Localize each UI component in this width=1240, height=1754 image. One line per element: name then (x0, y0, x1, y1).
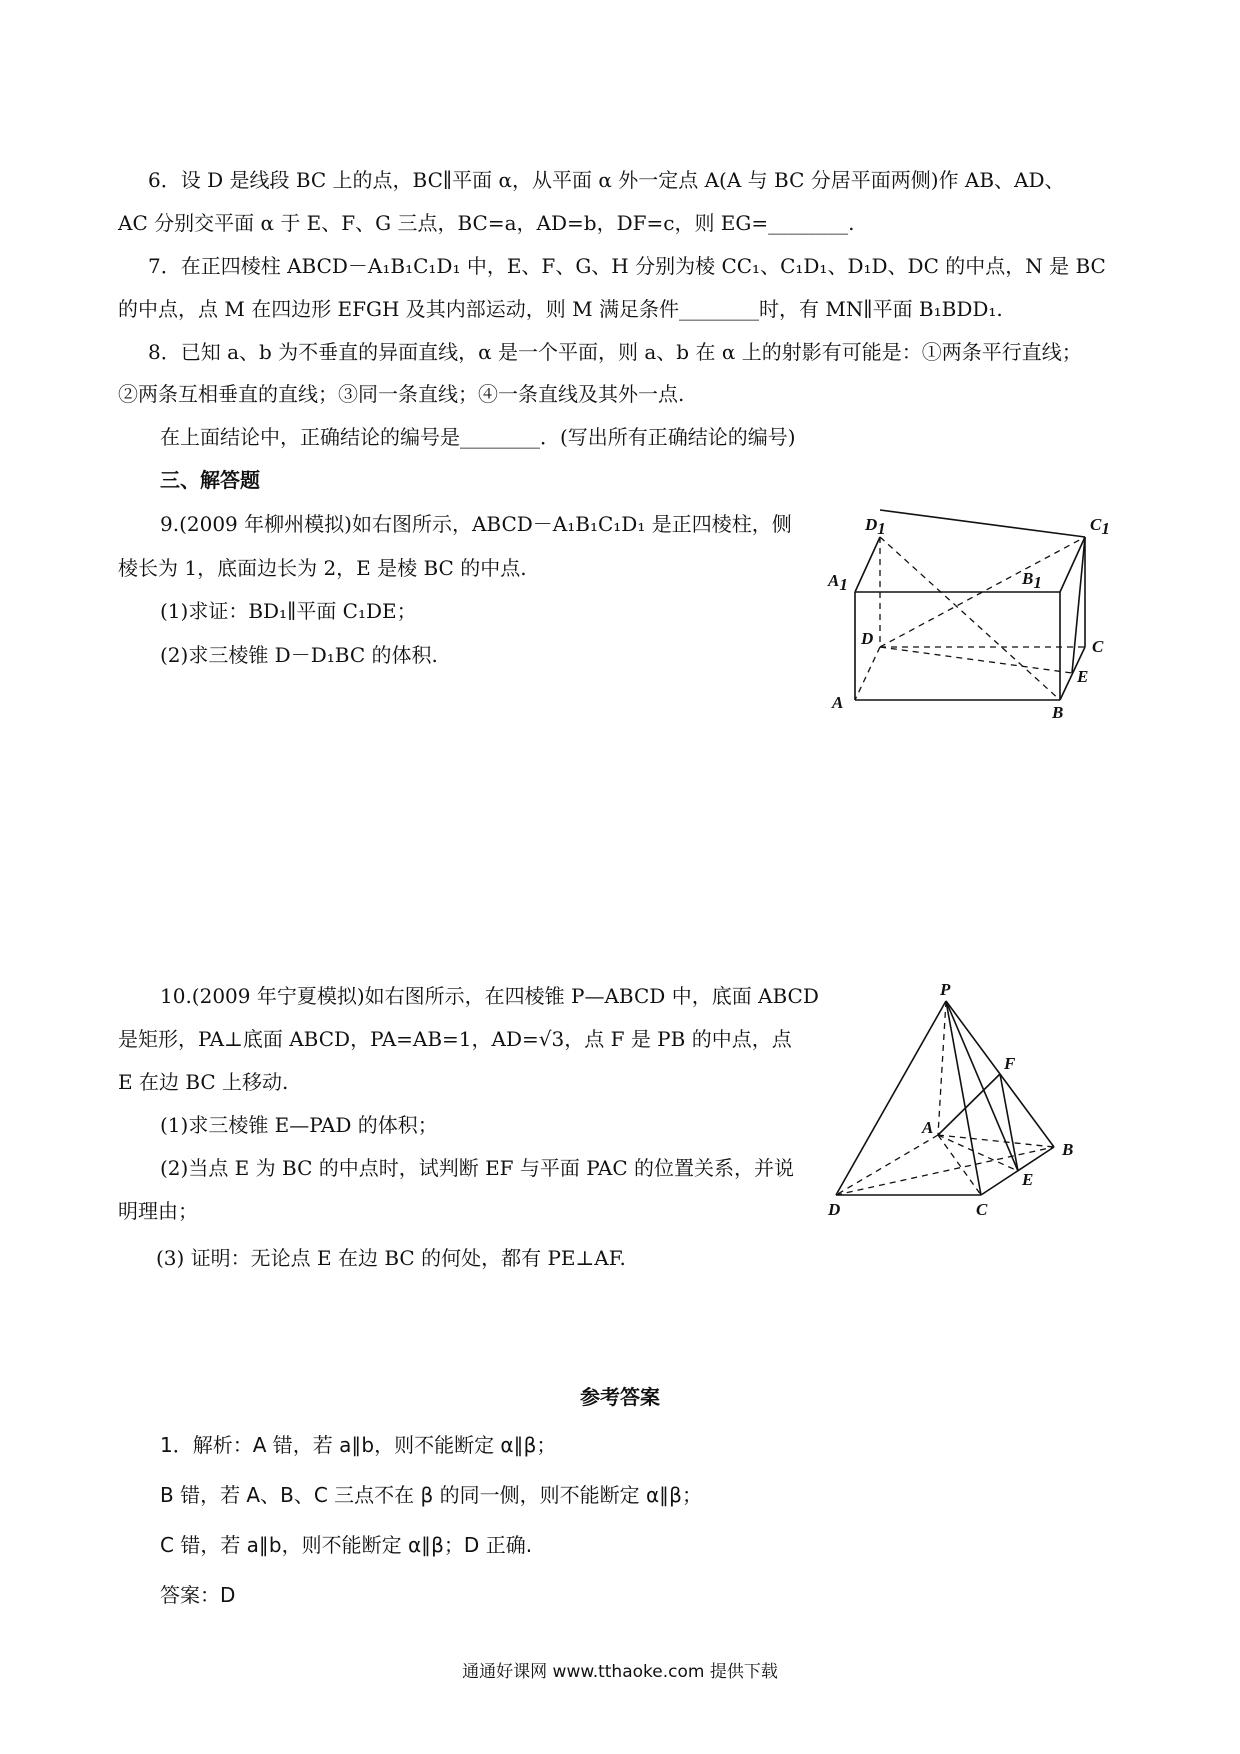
section-heading: 三、解答题 (160, 468, 260, 492)
label-D: D (828, 1200, 841, 1219)
label-E: E (1077, 667, 1089, 686)
problem-10-question-2-b: 明理由； (118, 1199, 198, 1223)
prism-figure (820, 510, 1120, 725)
prism-diagram (820, 510, 1120, 725)
problem-10-line-3: E 在边 BC 上移动. (118, 1070, 289, 1094)
problem-9-line-2: 棱长为 1，底面边长为 2，E 是棱 BC 的中点. (118, 556, 527, 580)
edge-ab-hidden (938, 1135, 1054, 1147)
problem-9-question-1: (1)求证：BD₁∥平面 C₁DE； (160, 599, 417, 623)
edge-pa-hidden (938, 1001, 946, 1135)
edge-da-hidden (855, 647, 880, 700)
problem-7-line-1: 7．在正四棱柱 ABCD－A₁B₁C₁D₁ 中，E、F、G、H 分别为棱 CC₁、C₁D₁、D₁D、DC 的中点，N 是 BC (148, 254, 1106, 278)
answer-line-1: 1．解析：A 错，若 a∥b，则不能断定 α∥β； (160, 1433, 557, 1457)
pyramid-figure (826, 980, 1126, 1225)
problem-9-question-2: (2)求三棱锥 D－D₁BC 的体积. (160, 643, 438, 667)
label-B1: B1 (1022, 569, 1042, 592)
edge-pd (836, 1001, 946, 1195)
label-A: A (922, 1118, 934, 1137)
answer-line-4: 答案：D (160, 1583, 236, 1607)
label-E: E (1022, 1170, 1034, 1189)
problem-6-line-2: AC 分别交平面 α 于 E、F、G 三点，BC=a，AD=b，DF=c，则 EG=________. (118, 211, 855, 235)
problem-10-question-1: (1)求三棱锥 E—PAD 的体积； (160, 1113, 438, 1137)
problem-10-line-2: 是矩形，PA⊥底面 ABCD，PA=AB=1，AD=√3，点 F 是 PB 的中点，点 (118, 1027, 792, 1051)
label-P: P (940, 980, 951, 999)
edge-ad-hidden (836, 1135, 938, 1195)
label-C: C (1092, 637, 1104, 656)
answer-line-3: C 错，若 a∥b，则不能断定 α∥β；D 正确. (160, 1533, 533, 1557)
page-footer: 通通好课网 www.tthaoke.com 提供下载 (462, 1662, 778, 1682)
edge-d1a1 (855, 537, 880, 592)
answer-line-2: B 错，若 A、B、C 三点不在 β 的同一侧，则不能断定 α∥β； (160, 1483, 702, 1507)
label-A: A (832, 693, 844, 712)
problem-6-line-1: 6．设 D 是线段 BC 上的点，BC∥平面 α，从平面 α 外一定点 A(A 与 BC 分居平面两侧)作 AB、AD、 (148, 168, 1065, 192)
diag-d1b-hidden (880, 537, 1060, 700)
label-D1: D1 (865, 515, 886, 538)
edge-pe (946, 1001, 1018, 1171)
problem-8-line-1: 8．已知 a、b 为不垂直的异面直线，α 是一个平面，则 a、b 在 α 上的射影有可能是：①两条平行直线； (148, 340, 1082, 364)
problem-10-question-3: (3) 证明：无论点 E 在边 BC 的何处，都有 PE⊥AF. (156, 1246, 626, 1270)
answers-title: 参考答案 (580, 1385, 660, 1409)
pyramid-diagram (826, 980, 1126, 1225)
problem-8-line-2: ②两条互相垂直的直线；③同一条直线；④一条直线及其外一点. (118, 382, 685, 406)
label-B: B (1052, 703, 1064, 722)
problem-9-line-1: 9.(2009 年柳州模拟)如右图所示，ABCD－A₁B₁C₁D₁ 是正四棱柱，侧 (160, 512, 792, 536)
problem-10-line-1: 10.(2009 年宁夏模拟)如右图所示，在四棱锥 P—ABCD 中，底面 ABCD (160, 984, 819, 1008)
problem-7-line-2: 的中点，点 M 在四边形 EFGH 及其内部运动，则 M 满足条件________时，有 MN∥平面 B₁BDD₁. (118, 297, 1003, 321)
label-F: F (1004, 1054, 1016, 1073)
problem-10-question-2-a: (2)当点 E 为 BC 的中点时，试判断 EF 与平面 PAC 的位置关系，并说 (160, 1156, 795, 1180)
label-C: C (976, 1200, 988, 1219)
diag-de-hidden (880, 647, 1072, 673)
problem-8-line-3: 在上面结论中，正确结论的编号是________．(写出所有正确结论的编号) (160, 425, 796, 449)
edge-d1c1 (880, 510, 1085, 537)
label-D: D (861, 629, 874, 648)
label-C1: C1 (1090, 515, 1110, 538)
label-A1: A1 (828, 571, 848, 594)
edge-ae-hidden (938, 1135, 1018, 1171)
label-B: B (1062, 1140, 1074, 1159)
